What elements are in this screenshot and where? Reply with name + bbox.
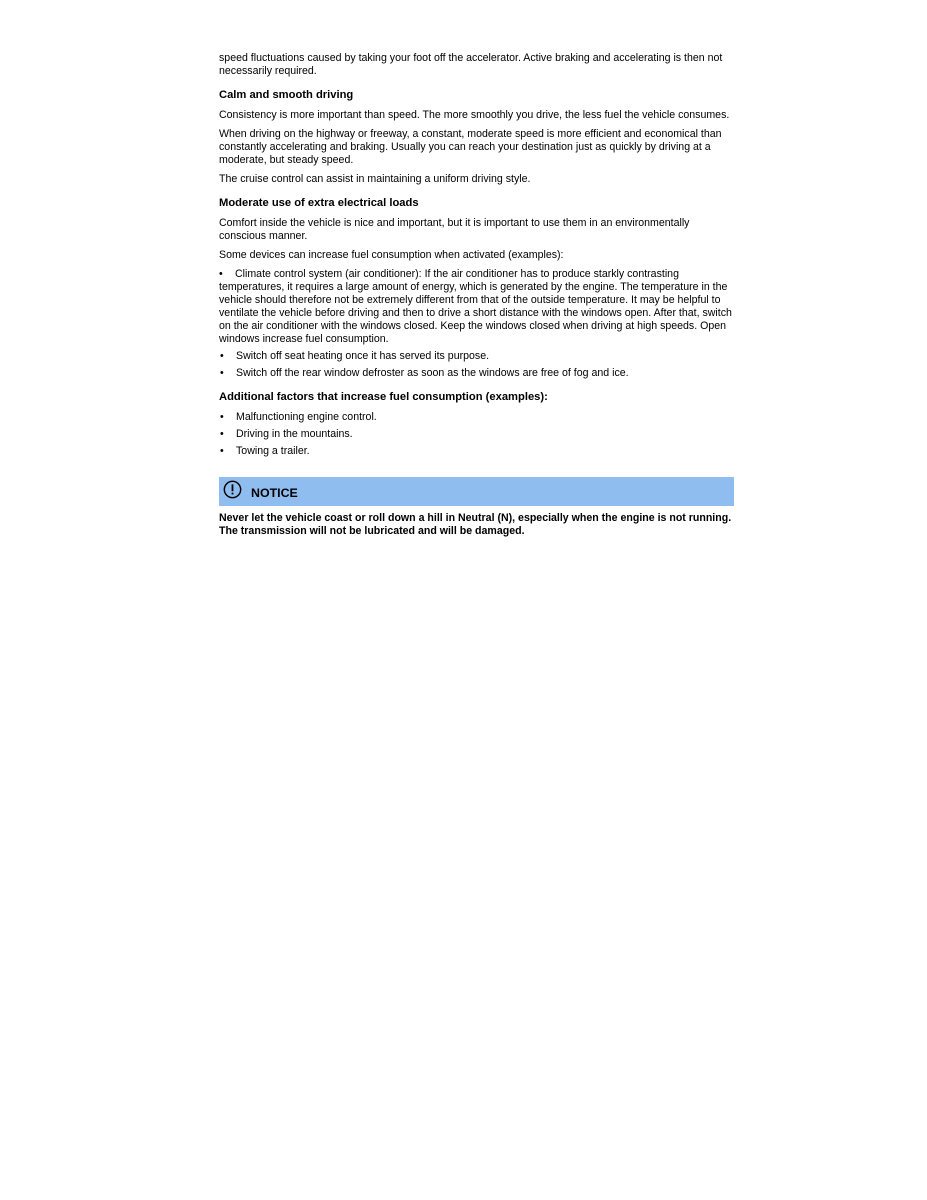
- notice-header-bar: [219, 477, 734, 506]
- bullet-icon: •: [219, 268, 223, 280]
- calm-paragraph-3: The cruise control can assist in maintaining a uniform driving style.: [219, 173, 531, 185]
- list-item-text: Malfunctioning engine control.: [236, 411, 377, 423]
- list-item: [219, 268, 734, 346]
- list-item-text: Switch off seat heating once it has served its purpose.: [236, 350, 490, 362]
- list-item: [219, 428, 734, 441]
- list-item-text: Driving in the mountains.: [236, 428, 353, 440]
- bullet-icon: •: [220, 428, 224, 440]
- notice-label: NOTICE: [251, 486, 298, 500]
- factors-bullet-list: [219, 411, 734, 458]
- electrical-bullet-list: [219, 268, 734, 380]
- bullet-icon: •: [220, 367, 224, 379]
- notice-text: Never let the vehicle coast or roll down a hill in Neutral (N), especially when the engine is not running. The transmission will not be lubricated and will be damaged.: [219, 512, 732, 537]
- heading-additional-factors: Additional factors that increase fuel consumption (examples):: [219, 391, 548, 403]
- bullet-icon: •: [220, 350, 224, 362]
- list-item: [219, 367, 734, 380]
- exclamation-circle-icon: [223, 480, 242, 499]
- heading-electrical-loads: Moderate use of extra electrical loads: [219, 197, 419, 209]
- list-item-text: Climate control system (air conditioner): If the air conditioner has to produce starkly contrasting temperatures, it requires a large amount of energy, which is generated by the engine. The temperature in the vehicle should therefore not be extremely different from that of the outside temperature. It may be helpful to ventilate the vehicle before driving and then to drive a short distance with the windows open. After that, switch on the air conditioner with the windows closed. Keep the windows closed when driving at high speeds. Open windows increase fuel consumption.: [219, 268, 732, 345]
- electrical-paragraph-1: Comfort inside the vehicle is nice and important, but it is important to use them in an environmentally conscious manner.: [219, 217, 690, 242]
- calm-paragraph-1: Consistency is more important than speed. The more smoothly you drive, the less fuel the vehicle consumes.: [219, 109, 730, 121]
- bullet-icon: •: [220, 445, 224, 457]
- calm-paragraph-2: When driving on the highway or freeway, a constant, moderate speed is more efficient and economical than constantly accelerating and braking. Usually you can reach your destination just as quickly by driving at a moderate, but steady speed.: [219, 128, 722, 166]
- intro-paragraph: speed fluctuations caused by taking your foot off the accelerator. Active braking and accelerating is then not necessarily required.: [219, 52, 723, 77]
- list-item: [219, 411, 734, 424]
- manual-page: [219, 52, 734, 538]
- list-item-text: Switch off the rear window defroster as soon as the windows are free of fog and ice.: [236, 367, 629, 379]
- list-item: [219, 350, 734, 363]
- bullet-icon: •: [220, 411, 224, 423]
- heading-calm-driving: Calm and smooth driving: [219, 89, 354, 101]
- list-item-text: Towing a trailer.: [236, 445, 310, 457]
- list-item: [219, 445, 734, 458]
- electrical-paragraph-2: Some devices can increase fuel consumption when activated (examples):: [219, 249, 564, 261]
